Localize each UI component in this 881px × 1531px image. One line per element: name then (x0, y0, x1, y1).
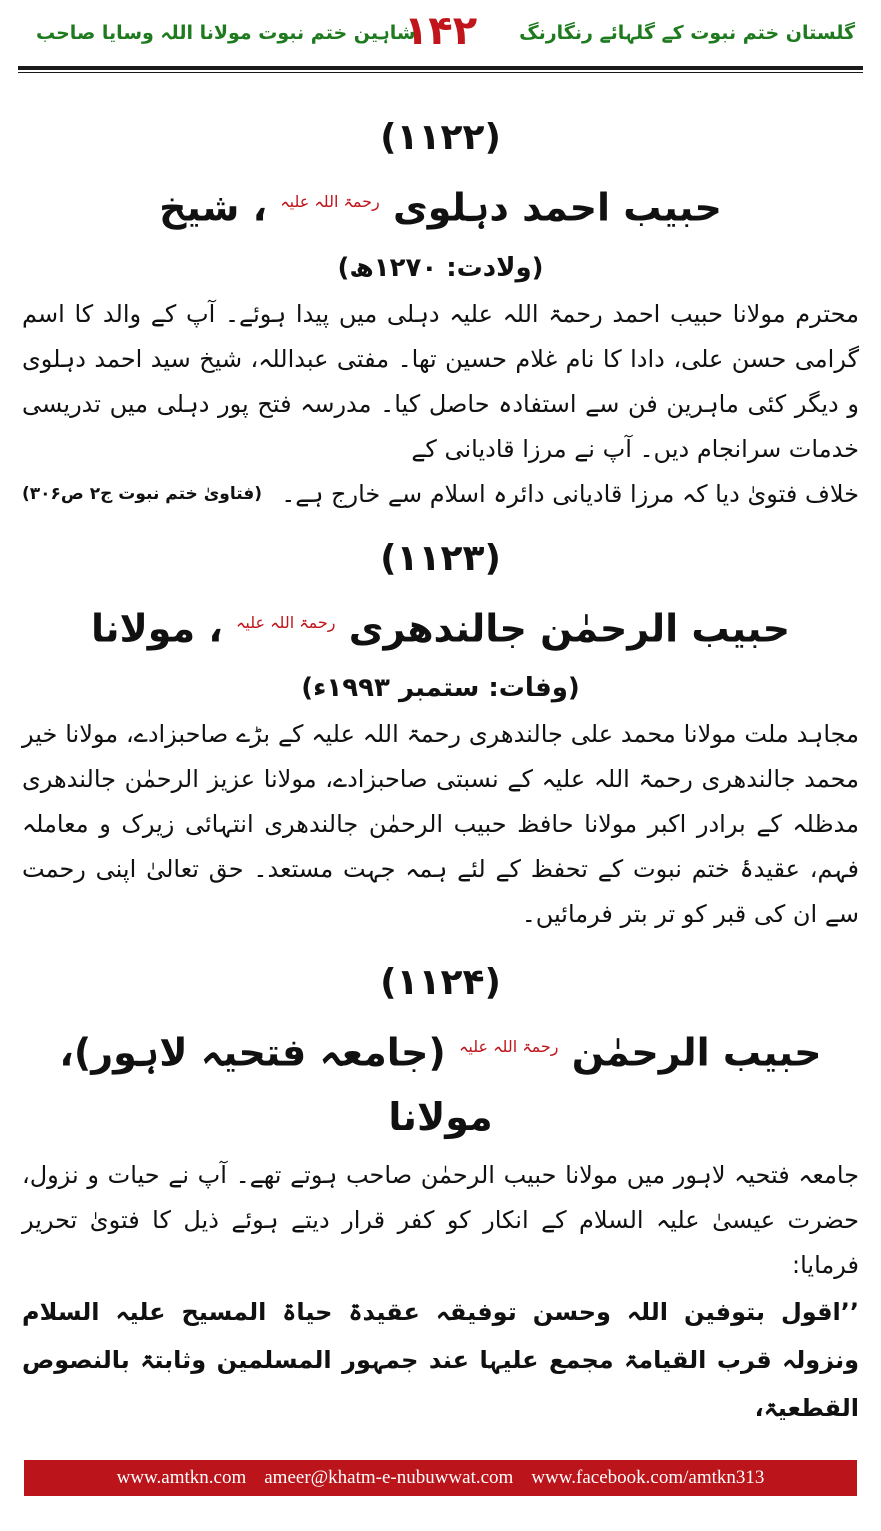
footer-facebook-link[interactable]: www.facebook.com/amtkn313 (531, 1467, 765, 1488)
entry-title (22, 591, 859, 661)
author-title: شاہین ختم نبوت مولانا اللہ وسایا صاحب (36, 22, 416, 44)
footer-email-link[interactable]: ameer@khatm-e-nubuwwat.com (264, 1467, 514, 1488)
entry-number: (۱۱۲۴) (380, 962, 501, 1004)
entry-number: (۱۱۲۳) (380, 537, 501, 579)
page-header (18, 0, 863, 64)
footer-website-link[interactable]: www.amtkn.com (116, 1467, 247, 1488)
header-divider-thin (18, 72, 863, 73)
entry-death-date: (وفات: ستمبر ۱۹۹۳ء) (301, 673, 580, 704)
honorific: رحمۃ اللہ علیہ (459, 1037, 559, 1057)
honorific: رحمۃ اللہ علیہ (236, 612, 336, 632)
entry-paragraph: جامعہ فتحیہ لاہور میں مولانا حبیب الرحمٰن صاحب ہوتے تھے۔ آپ نے حیات و نزول، حضرت عیسیٰ علیہ السلام کے انکار کو کفر قرار دیتے ہوئے ذیل کا فتویٰ تحریر فرمایا: (22, 1160, 859, 1279)
book-title: گلستان ختم نبوت کے گلہائے رنگارنگ (519, 22, 855, 44)
entry-title-suffix: (جامعہ فتحیہ لاہور)، مولانا (59, 1030, 493, 1139)
entry-title-name: حبیب احمد دہلوی (392, 185, 722, 230)
entry-title-suffix: ، مولانا (90, 606, 223, 651)
page-content (22, 110, 859, 1432)
entry-title (22, 170, 859, 240)
arabic-fatwa-text: ’’اقول بتوفین اللہ وحسن توفیقہ عقیدۃ حیاۃ المسیح علیہ السلام ونزولہ قرب القیامۃ مجمع علیہا عند جمہور المسلمین وثابتۃ بالنصوص القطعیۃ، (22, 1297, 859, 1422)
entry-number: (۱۱۲۲) (380, 117, 501, 158)
entry-title-name: حبیب الرحمٰن جالندھری (348, 606, 791, 651)
entry-reference: (فتاویٰ ختم نبوت ج۲ ص۳۰۶) (22, 483, 263, 504)
honorific: رحمۃ اللہ علیہ (280, 192, 380, 211)
entry-birth-date: (ولادت: ۱۲۷۰ھ) (337, 252, 544, 283)
entry-last-line (22, 472, 859, 517)
entry-title-suffix: ، شیخ (159, 185, 268, 230)
entry-title (22, 1015, 859, 1149)
page-footer (24, 1460, 857, 1496)
header-divider (18, 66, 863, 70)
entry-title-name: حبیب الرحمٰن (571, 1030, 822, 1075)
entry-closing-text: خلاف فتویٰ دیا کہ مرزا قادیانی دائرہ اسلام سے خارج ہے۔ (281, 479, 859, 508)
entry-paragraph: مجاہد ملت مولانا محمد علی جالندھری رحمۃ اللہ علیہ کے بڑے صاحبزادے، مولانا خیر محمد جالندھری رحمۃ اللہ علیہ کے نسبتی صاحبزادے، مولانا عزیز الرحمٰن جالندھری مدظلہ کے برادر اکبر مولانا حافظ حبیب الرحمٰن جالندھری انتہائی زیرک و معاملہ فہم، عقیدۂ ختم نبوت کے تحفظ کے لئے ہمہ جہت مستعد۔ حق تعالیٰ اپنی رحمت سے ان کی قبر کو تر بتر فرمائیں۔ (22, 720, 859, 929)
page-number: ۱۴۲ (403, 8, 478, 54)
entry-paragraph: محترم مولانا حبیب احمد رحمۃ اللہ علیہ دہلی میں پیدا ہوئے۔ آپ کے والد کا اسم گرامی حسن علی، دادا کا نام غلام حسین تھا۔ مفتی عبداللہ، شیخ سید احمد دہلوی و دیگر کئی ماہرین فن سے استفادہ حاصل کیا۔ مدرسہ فتح پور دہلی میں تدریسی خدمات سرانجام دیں۔ آپ نے مرزا قادیانی کے (22, 299, 859, 463)
